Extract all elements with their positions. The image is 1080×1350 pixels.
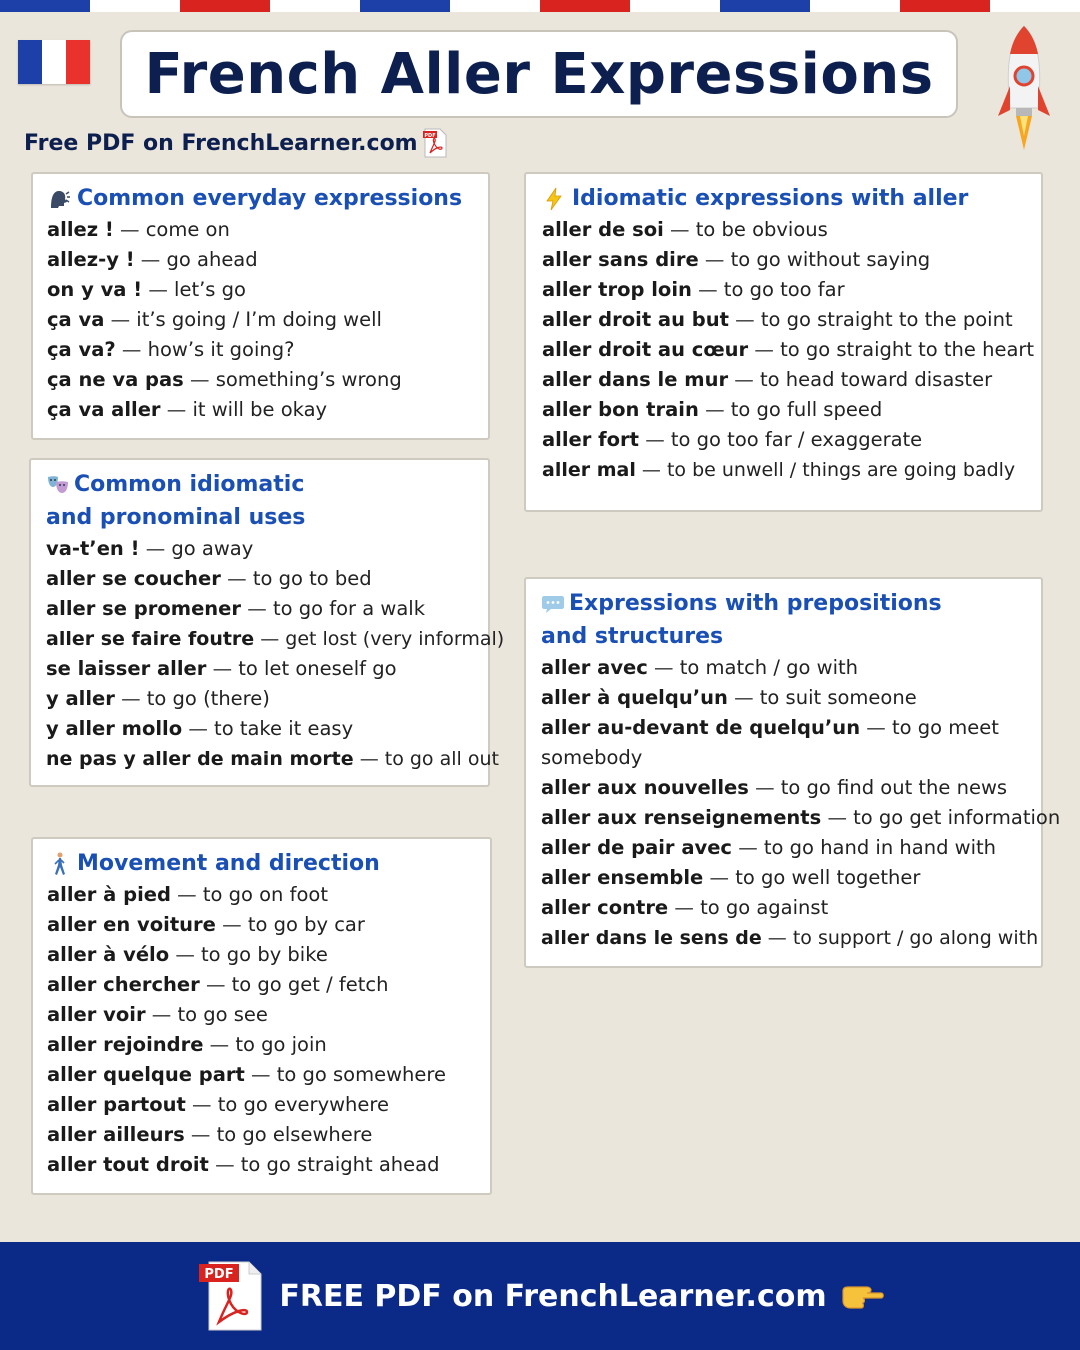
pointing-hand-icon: [841, 1281, 885, 1311]
list-item: on y va ! — let’s go: [47, 278, 246, 301]
french-flag-icon: [18, 40, 90, 84]
list-item: ne pas y aller de main morte — to go all out: [46, 748, 499, 770]
card-heading: [46, 468, 346, 534]
card-heading: [47, 847, 476, 880]
list-item: aller se faire foutre — get lost (very informal): [46, 628, 505, 650]
list-item: aller trop loin — to go too far: [542, 278, 845, 301]
list-item: aller sans dire — to go without saying: [542, 248, 931, 271]
card-heading: [541, 587, 981, 653]
top-flag-stripe: [0, 0, 1080, 12]
list-item: ça va aller — it will be okay: [47, 398, 328, 421]
list-item: ça va — it’s going / I’m doing well: [47, 308, 382, 331]
card-movement-direction: [31, 837, 492, 1195]
page-title: French Aller Expressions: [144, 41, 934, 107]
title-box: [120, 30, 958, 118]
svg-text:PDF: PDF: [423, 133, 436, 139]
speaking-head-icon: [47, 182, 71, 215]
list-item: aller fort — to go too far / exaggerate: [542, 428, 923, 451]
card-heading: [47, 182, 474, 215]
card-pronominal-uses: [29, 458, 505, 787]
lightning-icon: [542, 182, 566, 215]
list-item: aller contre — to go against: [541, 896, 829, 919]
card-title: Idiomatic expressions with aller: [572, 186, 969, 211]
list-item: aller de pair avec — to go hand in hand with: [541, 836, 997, 859]
list-item: aller dans le sens de — to support / go along with: [541, 927, 1039, 949]
card-idiomatic-expressions: [524, 172, 1043, 512]
list-item: aller chercher — to go get / fetch: [47, 973, 389, 996]
list-item: aller aux nouvelles — to go find out the news: [541, 776, 1008, 799]
list-item: aller partout — to go everywhere: [47, 1093, 389, 1116]
list-item: aller ensemble — to go well together: [541, 866, 921, 889]
list-item: aller à vélo — to go by bike: [47, 943, 328, 966]
list-item: y aller — to go (there): [46, 687, 270, 710]
subtitle-text: Free PDF on FrenchLearner.com: [24, 130, 418, 156]
list-item: aller à quelqu’un — to suit someone: [541, 686, 917, 709]
list-item: aller ailleurs — to go elsewhere: [47, 1123, 373, 1146]
person-walking-icon: [47, 847, 71, 880]
list-item: se laisser aller — to let oneself go: [46, 657, 397, 680]
list-item: allez ! — come on: [47, 218, 230, 241]
list-item: ça ne va pas — something’s wrong: [47, 368, 402, 391]
list-item: aller aux renseignements — to go get information: [541, 806, 1061, 829]
card-everyday-expressions: [31, 172, 490, 440]
list-item: aller droit au but — to go straight to the point: [542, 308, 1013, 331]
card-heading: [542, 182, 1027, 215]
subtitle: [24, 128, 448, 158]
list-item: aller en voiture — to go by car: [47, 913, 365, 936]
list-item: aller de soi — to be obvious: [542, 218, 828, 241]
pdf-label: PDF: [204, 1267, 234, 1282]
list-item: aller avec — to match / go with: [541, 656, 859, 679]
list-item: aller bon train — to go full speed: [542, 398, 883, 421]
list-item: aller se promener — to go for a walk: [46, 597, 425, 620]
card-title: Movement and direction: [77, 851, 380, 876]
list-item: aller rejoindre — to go join: [47, 1033, 327, 1056]
footer-link-text[interactable]: FREE PDF on FrenchLearner.com: [279, 1278, 827, 1314]
list-item: aller quelque part — to go somewhere: [47, 1063, 446, 1086]
list-item: y aller mollo — to take it easy: [46, 717, 354, 740]
pdf-file-icon: [422, 128, 448, 158]
rocket-icon: [996, 24, 1052, 154]
list-item: allez-y ! — go ahead: [47, 248, 258, 271]
list-item: aller au-devant de quelqu’un — to go meet somebody: [541, 716, 999, 769]
list-item: aller se coucher — to go to bed: [46, 567, 372, 590]
card-title: Expressions with prepositions and structures: [541, 591, 942, 649]
list-item: aller voir — to go see: [47, 1003, 268, 1026]
list-item: ça va? — how’s it going?: [47, 338, 295, 361]
pdf-file-icon: [195, 1258, 265, 1334]
list-item: va-t’en ! — go away: [46, 537, 254, 560]
card-title: Common idiomatic and pronominal uses: [46, 472, 306, 530]
speech-bubble-icon: [541, 587, 565, 620]
list-item: aller tout droit — to go straight ahead: [47, 1153, 440, 1176]
theater-masks-icon: [46, 468, 70, 501]
list-item: aller mal — to be unwell / things are going badly: [542, 459, 1016, 481]
card-title: Common everyday expressions: [77, 186, 463, 211]
list-item: aller droit au cœur — to go straight to the heart: [542, 338, 1035, 361]
footer-banner[interactable]: [0, 1242, 1080, 1350]
list-item: aller dans le mur — to head toward disaster: [542, 368, 993, 391]
card-preposition-expressions: [524, 577, 1061, 968]
list-item: aller à pied — to go on foot: [47, 883, 328, 906]
